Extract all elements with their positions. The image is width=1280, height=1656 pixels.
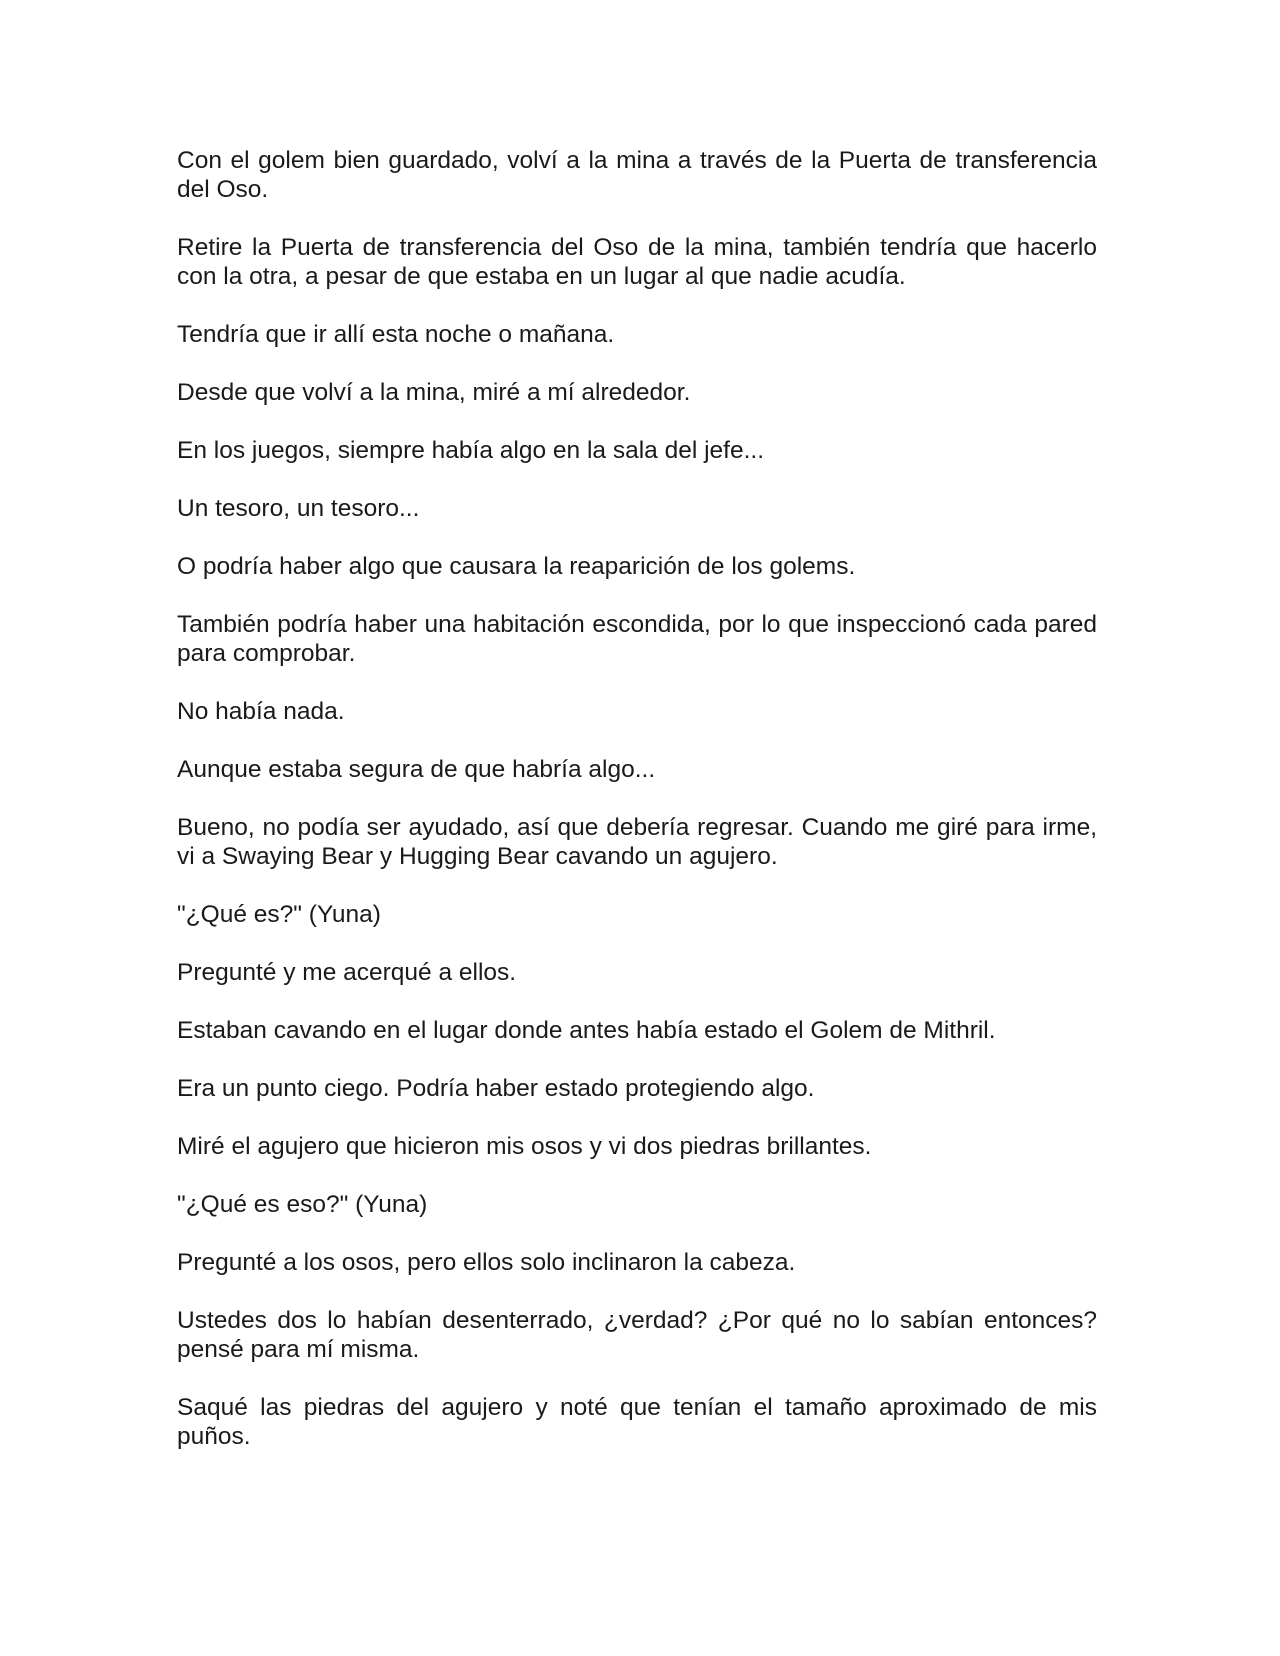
document-body [177, 146, 1097, 1480]
paragraph: O podría haber algo que causara la reaparición de los golems. [177, 553, 856, 580]
paragraph: "¿Qué es eso?" (Yuna) [177, 1191, 428, 1218]
paragraph: En los juegos, siempre había algo en la sala del jefe... [177, 437, 765, 464]
paragraph: "¿Qué es?" (Yuna) [177, 901, 381, 928]
paragraph: Tendría que ir allí esta noche o mañana. [177, 321, 615, 348]
paragraph: Era un punto ciego. Podría haber estado protegiendo algo. [177, 1075, 815, 1102]
paragraph: Retire la Puerta de transferencia del Oso de la mina, también tendría que hacerlo con la otra, a pesar de que estaba en un lugar al que nadie acudía. [177, 234, 1097, 290]
paragraph: Pregunté y me acerqué a ellos. [177, 959, 517, 986]
paragraph: Bueno, no podía ser ayudado, así que debería regresar. Cuando me giré para irme, vi a Swaying Bear y Hugging Bear cavando un agujero. [177, 814, 1097, 870]
paragraph: Pregunté a los osos, pero ellos solo inclinaron la cabeza. [177, 1249, 796, 1276]
paragraph: Con el golem bien guardado, volví a la mina a través de la Puerta de transferencia del Oso. [177, 147, 1097, 203]
paragraph: Desde que volví a la mina, miré a mí alrededor. [177, 379, 691, 406]
paragraph: No había nada. [177, 698, 345, 725]
paragraph: Saqué las piedras del agujero y noté que tenían el tamaño aproximado de mis puños. [177, 1394, 1097, 1450]
paragraph: Estaban cavando en el lugar donde antes había estado el Golem de Mithril. [177, 1017, 996, 1044]
paragraph: Miré el agujero que hicieron mis osos y vi dos piedras brillantes. [177, 1133, 872, 1160]
paragraph: Ustedes dos lo habían desenterrado, ¿verdad? ¿Por qué no lo sabían entonces? pensé para mí misma. [177, 1307, 1097, 1363]
paragraph: Un tesoro, un tesoro... [177, 495, 420, 522]
paragraph: También podría haber una habitación escondida, por lo que inspeccionó cada pared para comprobar. [177, 611, 1097, 667]
paragraph: Aunque estaba segura de que habría algo... [177, 756, 656, 783]
